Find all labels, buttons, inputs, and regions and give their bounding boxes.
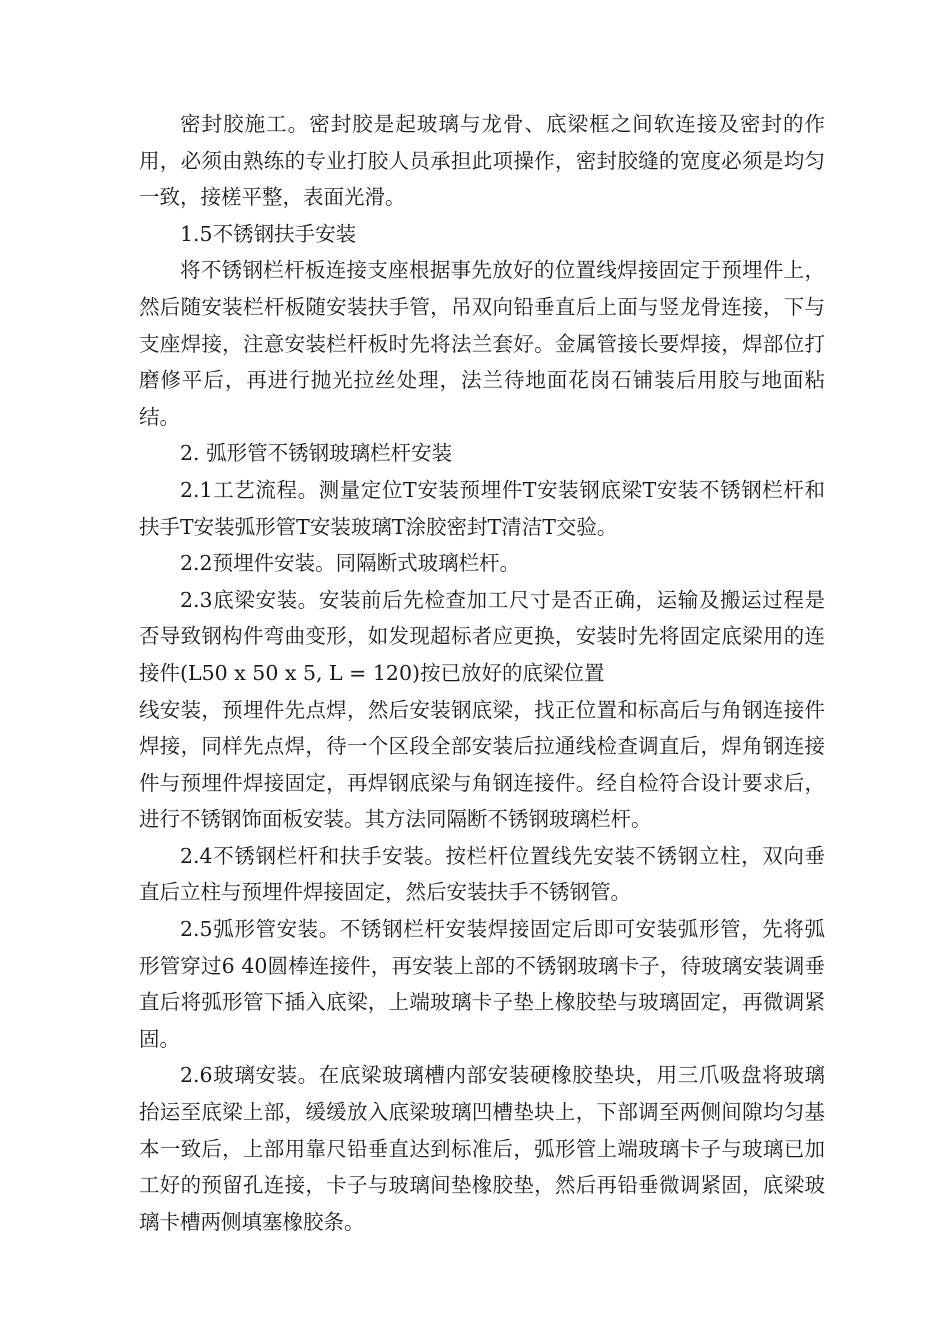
heading-2-arc-tube-railing: 2. 弧形管不锈钢玻璃栏杆安装 <box>180 441 453 466</box>
paragraph-sealant-construction: 密封胶施工。密封胶是起玻璃与龙骨、底梁框之间软连接及密封的作用，必须由熟练的专业打胶人员承担此项操作，密封胶缝的宽度必须是均匀一致，接槎平整，表面光滑。 <box>139 112 825 210</box>
document-body <box>139 106 825 1240</box>
heading-1-5-handrail-installation: 1.5不锈钢扶手安装 <box>180 221 357 246</box>
paragraph-2-3-continued: 线安装，预埋件先点焊，然后安装钢底梁，找正位置和标高后与角钢连接件焊接，同样先点焊，待一个区段全部安装后拉通线检查调直后，焊角钢连接件与预埋件焊接固定，再焊钢底梁与角钢连接件。经自检符合设计要求后，进行不锈钢饰面板安装。其方法同隔断不锈钢玻璃栏杆。 <box>139 697 825 832</box>
paragraph-2-4-railing-handrail: 2.4不锈钢栏杆和扶手安装。按栏杆位置线先安装不锈钢立柱，双向垂直后立柱与预埋件焊接固定，然后安装扶手不锈钢管。 <box>139 843 825 905</box>
paragraph-handrail-installation: 将不锈钢栏杆板连接支座根据事先放好的位置线焊接固定于预埋件上，然后随安装栏杆板随安装扶手管，吊双向铅垂直后上面与竖龙骨连接，下与支座焊接，注意安装栏杆板时先将法兰套好。金属管接长要焊接，焊部位打磨修平后，再进行抛光拉丝处理，法兰待地面花岗石铺装后用胶与地面粘结。 <box>139 258 825 429</box>
paragraph-2-5-arc-tube: 2.5弧形管安装。不锈钢栏杆安装焊接固定后即可安装弧形管，先将弧形管穿过6 40圆棒连接件，再安装上部的不锈钢玻璃卡子，待玻璃安装调垂直后将弧形管下插入底梁，上端玻璃卡子垫上橡胶垫与玻璃固定，再微调紧固。 <box>139 917 825 1051</box>
paragraph-2-2-embedded-parts: 2.2预埋件安装。同隔断式玻璃栏杆。 <box>180 551 521 576</box>
paragraph-2-3-bottom-beam: 2.3底梁安装。安装前后先检查加工尺寸是否正确，运输及搬运过程是否导致钢构件弯曲变形，如发现超标者应更换，安装时先将固定底梁用的连接件(L50 x 50 x 5, L = 120)按已放好的底梁位置 <box>139 587 825 685</box>
paragraph-2-1-process-flow: 2.1工艺流程。测量定位T安装预埋件T安装钢底梁T安装不锈钢栏杆和扶手T安装弧形管T安装玻璃T涂胶密封T清洁T交验。 <box>139 477 825 539</box>
paragraph-2-6-glass-installation: 2.6玻璃安装。在底梁玻璃槽内部安装硬橡胶垫块，用三爪吸盘将玻璃抬运至底梁上部，缓缓放入底梁玻璃凹槽垫块上，下部调至两侧间隙均匀基本一致后，上部用靠尺铅垂直达到标准后，弧形管上端玻璃卡子与玻璃已加工好的预留孔连接，卡子与玻璃间垫橡胶垫，然后再铅垂微调紧固，底梁玻璃卡槽两侧填塞橡胶条。 <box>139 1063 825 1234</box>
